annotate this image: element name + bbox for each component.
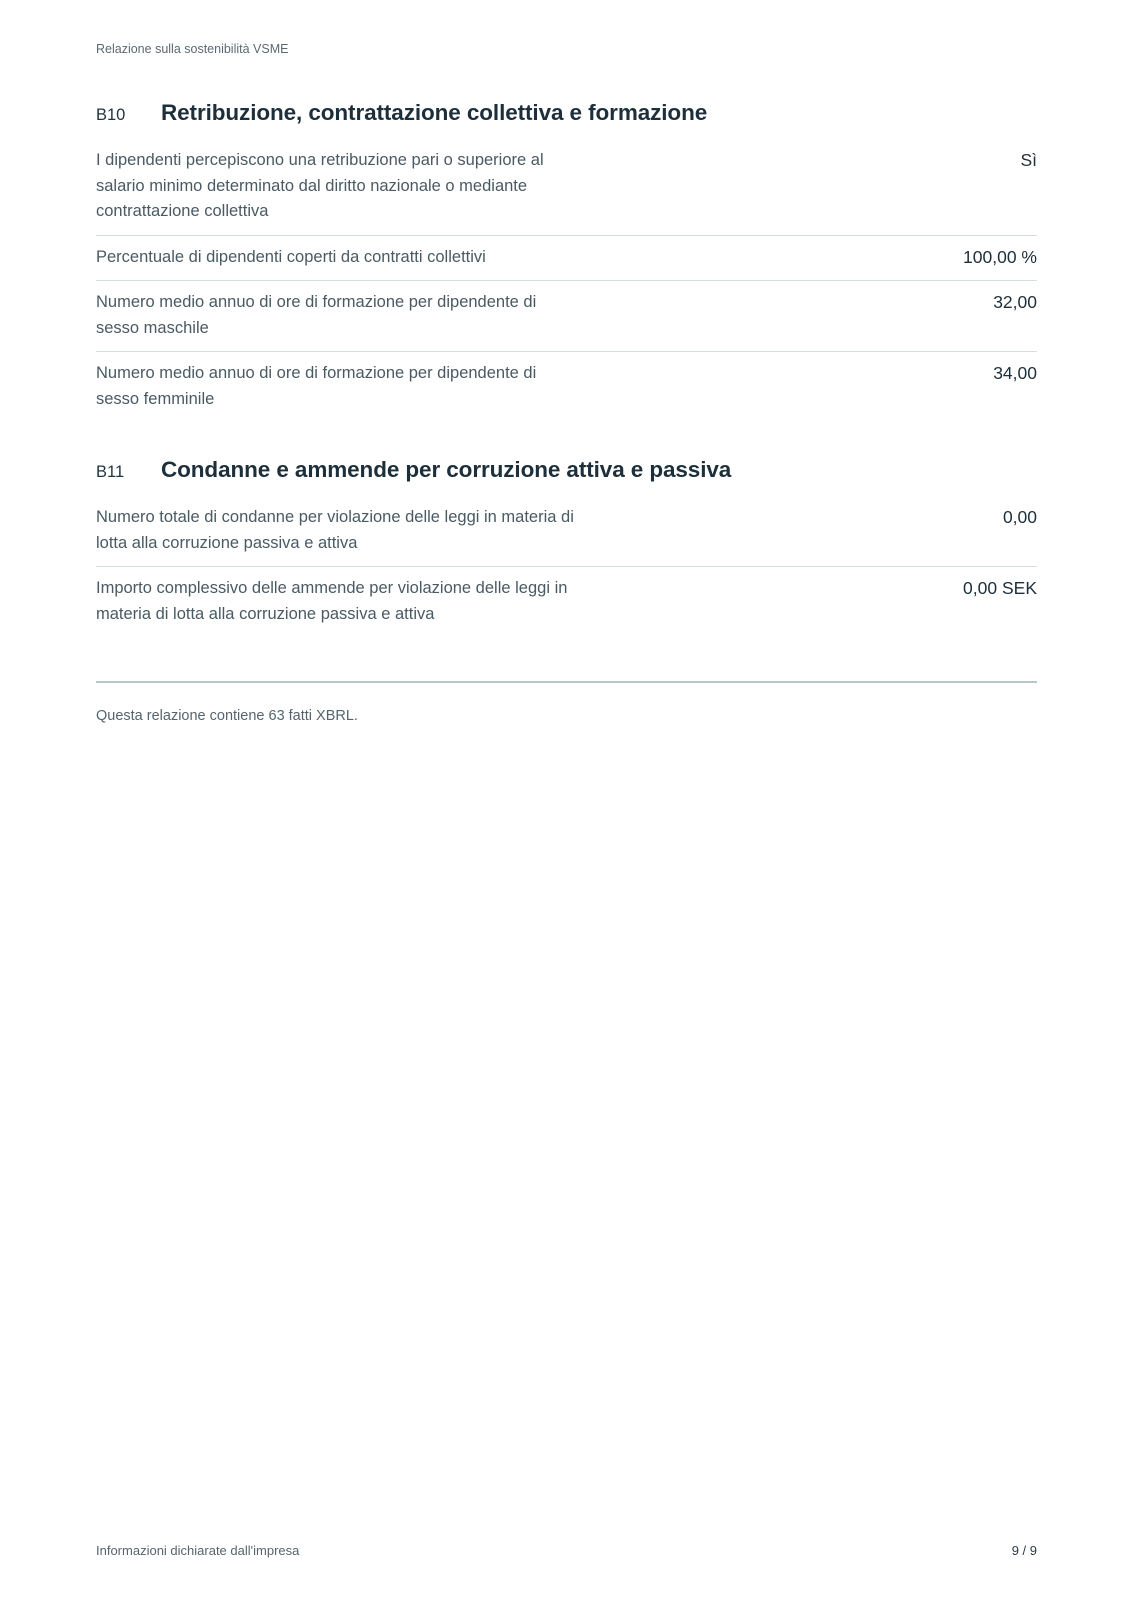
section-code: B11	[96, 463, 125, 481]
table-row	[96, 567, 1037, 637]
table-row	[96, 144, 1037, 236]
data-table	[96, 144, 1037, 422]
row-value: 100,00 %	[963, 246, 1037, 267]
xbrl-summary-note: Questa relazione contiene 63 fatti XBRL.	[96, 708, 358, 724]
row-label: I dipendenti percepiscono una retribuzione pari o superiore al salario minimo determinato dal diritto nazionale o mediante contrattazione collettiva	[96, 151, 544, 220]
summary-divider	[96, 681, 1037, 683]
row-value: 34,00	[993, 363, 1037, 383]
section-b11	[96, 457, 1037, 637]
page-number: 9 / 9	[1011, 1543, 1037, 1558]
row-label: Numero totale di condanne per violazione delle leggi in materia di lotta alla corruzione passiva e attiva	[96, 508, 574, 552]
row-value: 0,00 SEK	[963, 578, 1037, 598]
footer-disclosure-text: Informazioni dichiarate dall'impresa	[96, 1543, 300, 1558]
section-title: Retribuzione, contrattazione collettiva e formazione	[161, 100, 708, 125]
row-label: Numero medio annuo di ore di formazione per dipendente di sesso femminile	[96, 364, 537, 408]
section-heading	[96, 100, 1037, 130]
row-value: 32,00	[993, 292, 1037, 312]
section-heading	[96, 457, 1037, 487]
section-code: B10	[96, 106, 126, 124]
row-label: Percentuale di dipendenti coperti da contratti collettivi	[96, 247, 486, 266]
table-row	[96, 281, 1037, 352]
row-value: 0,00	[1002, 507, 1037, 527]
row-label: Numero medio annuo di ore di formazione per dipendente di sesso maschile	[96, 293, 537, 337]
page-footer	[96, 1543, 1037, 1558]
page-header: Relazione sulla sostenibilità VSME	[96, 42, 289, 56]
data-table	[96, 501, 1037, 637]
table-row	[96, 352, 1037, 422]
table-row	[96, 236, 1037, 282]
row-label: Importo complessivo delle ammende per violazione delle leggi in materia di lotta alla corruzione passiva e attiva	[96, 579, 568, 623]
table-row	[96, 501, 1037, 567]
section-b10	[96, 100, 1037, 422]
section-title: Condanne e ammende per corruzione attiva e passiva	[161, 457, 732, 482]
row-value: Sì	[1020, 150, 1037, 170]
